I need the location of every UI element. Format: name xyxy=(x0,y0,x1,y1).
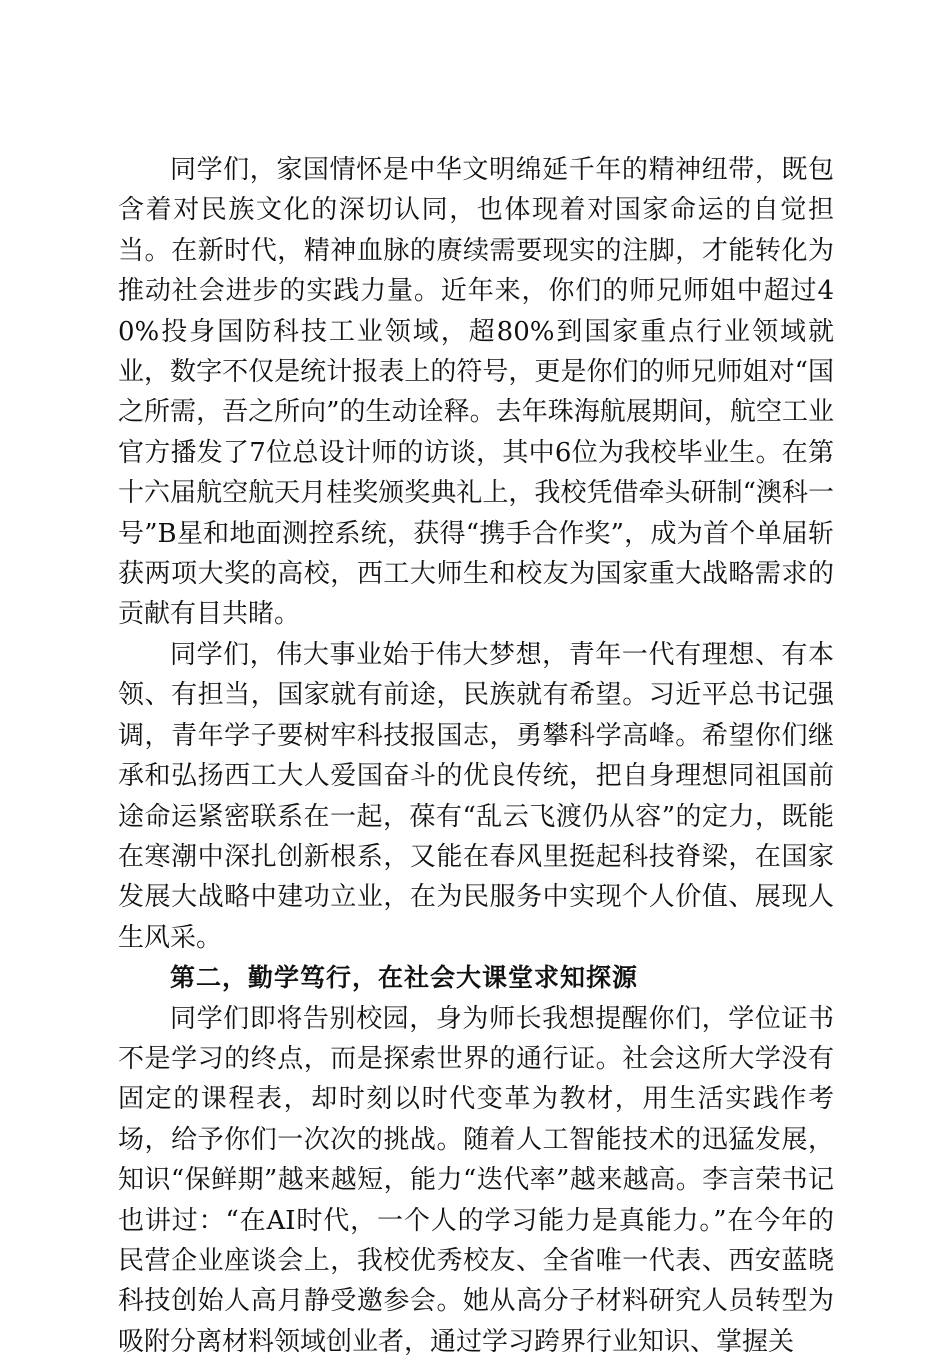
paragraph-lifelong-learning: 同学们即将告别校园，身为师长我想提醒你们，学位证书不是学习的终点，而是探索世界的通行证。社会这所大学没有固定的课程表，却时刻以时代变革为教材，用生活实践作考场，给予你们一次次的挑战。随着人工智能技术的迅猛发展，知识“保鲜期”越来越短，能力“迭代率”越来越高。李言荣书记也讲过：“在AI时代，一个人的学习能力是真能力。”在今年的民营企业座谈会上，我校优秀校友、全省唯一代表、西安蓝晓科技创始人高月静受邀参会。她从高分子材料研究人员转型为吸附分离材料领域创业者，通过学习跨界行业知识、掌握关 xyxy=(118,1003,834,1357)
document-body xyxy=(118,150,834,1362)
section-heading: 第二，勤学笃行，在社会大课堂求知探源 xyxy=(170,963,639,993)
paragraph-family-and-nation: 同学们，家国情怀是中华文明绵延千年的精神纽带，既包含着对民族文化的深切认同，也体现着对国家命运的自觉担当。在新时代，精神血脉的赓续需要现实的注脚，才能转化为推动社会进步的实践力量。近年来，你们的师兄师姐中超过40%投身国防科技工业领域，超80%到国家重点行业领域就业，数字不仅是统计报表上的符号，更是你们的师兄师姐对“国之所需，吾之所向”的生动诠释。去年珠海航展期间，航空工业官方播发了7位总设计师的访谈，其中6位为我校毕业生。在第十六届航空航天月桂奖颁奖典礼上，我校凭借牵头研制“澳科一号”B星和地面测控系统，获得“携手合作奖”，成为首个单届斩获两项大奖的高校，西工大师生和校友为国家重大战略需求的贡献有目共睹。 xyxy=(118,155,834,630)
paragraph-great-dreams: 同学们，伟大事业始于伟大梦想，青年一代有理想、有本领、有担当，国家就有前途，民族就有希望。习近平总书记强调，青年学子要树牢科技报国志，勇攀科学高峰。希望你们继承和弘扬西工大人爱国奋斗的优良传统，把自身理想同祖国前途命运紧密联系在一起，葆有“乱云飞渡仍从容”的定力，既能在寒潮中深扎创新根系，又能在春风里挺起科技脊梁，在国家发展大战略中建功立业，在为民服务中实现个人价值、展现人生风采。 xyxy=(118,639,834,953)
